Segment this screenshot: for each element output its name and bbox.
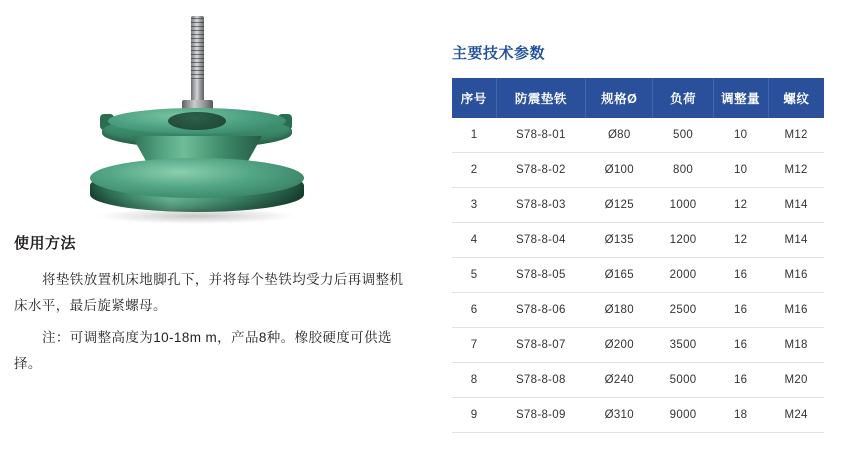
column-header-model: 防震垫铁: [496, 78, 585, 118]
cell-adjustment: 10: [713, 118, 768, 153]
usage-paragraph-2: 注：可调整高度为10-18m m，产品8种。橡胶硬度可供选择。: [14, 325, 414, 377]
table-row: [452, 328, 824, 363]
usage-title: 使用方法: [14, 232, 414, 253]
cell-diameter: Ø310: [586, 398, 653, 433]
cell-load: 800: [653, 153, 713, 188]
specification-table: [452, 78, 824, 465]
column-header-diameter: 规格Ø: [586, 78, 653, 118]
bolt-thread-icon: [191, 18, 204, 80]
cell-model: S78-8-04: [496, 223, 585, 258]
cell-diameter: Ø165: [586, 258, 653, 293]
table-row: [452, 293, 824, 328]
table-row: [452, 223, 824, 258]
table-row: [452, 153, 824, 188]
cell-diameter: Ø240: [586, 363, 653, 398]
cell-model: S78-8-03: [496, 188, 585, 223]
drop-shadow: [96, 208, 296, 224]
cell-load: 3500: [653, 328, 713, 363]
column-header-index: 序号: [452, 78, 496, 118]
cell-adjustment: 12: [713, 223, 768, 258]
cell-thread: M12: [768, 153, 824, 188]
cell-diameter: Ø135: [586, 223, 653, 258]
cell-load: 1000: [653, 188, 713, 223]
table-row: [452, 188, 824, 223]
cell-adjustment: 12: [713, 188, 768, 223]
cell-index: 4: [452, 223, 496, 258]
usage-instructions-block: [14, 232, 414, 383]
cell-model: S78-8-05: [496, 258, 585, 293]
cell-adjustment: 16: [713, 258, 768, 293]
cell-adjustment: 16: [713, 293, 768, 328]
cell-adjustment: 16: [713, 328, 768, 363]
cell-model: S78-8-01: [496, 118, 585, 153]
column-header-load: 负荷: [653, 78, 713, 118]
cell-index: 3: [452, 188, 496, 223]
cell-adjustment: 10: [713, 153, 768, 188]
column-header-adjustment: 调整量: [713, 78, 768, 118]
table-row: [452, 258, 824, 293]
spec-table-title: 主要技术参数: [452, 42, 545, 63]
table-row: [452, 363, 824, 398]
cell-adjustment: 18: [713, 398, 768, 433]
cell-diameter: Ø80: [586, 118, 653, 153]
cell-thread: M24: [768, 398, 824, 433]
cell-adjustment: 16: [713, 363, 768, 398]
cell-thread: M16: [768, 293, 824, 328]
table-row: [452, 118, 824, 153]
cell-index: 7: [452, 328, 496, 363]
column-header-thread: 螺纹: [768, 78, 824, 118]
table-footer-spacer-row: [452, 433, 824, 465]
table-row: [452, 398, 824, 433]
cell-model: S78-8-07: [496, 328, 585, 363]
cell-thread: M14: [768, 223, 824, 258]
cell-index: 8: [452, 363, 496, 398]
cell-thread: M14: [768, 188, 824, 223]
cell-load: 1200: [653, 223, 713, 258]
cell-load: 9000: [653, 398, 713, 433]
cell-diameter: Ø180: [586, 293, 653, 328]
cell-index: 9: [452, 398, 496, 433]
cell-model: S78-8-09: [496, 398, 585, 433]
cell-index: 2: [452, 153, 496, 188]
cell-diameter: Ø125: [586, 188, 653, 223]
cell-thread: M18: [768, 328, 824, 363]
cell-model: S78-8-02: [496, 153, 585, 188]
cell-load: 5000: [653, 363, 713, 398]
anti-vibration-pad-illustration: [40, 8, 370, 223]
cell-index: 1: [452, 118, 496, 153]
table-header-row: [452, 78, 824, 118]
cell-load: 500: [653, 118, 713, 153]
cell-load: 2000: [653, 258, 713, 293]
cell-thread: M20: [768, 363, 824, 398]
cell-index: 5: [452, 258, 496, 293]
cell-diameter: Ø100: [586, 153, 653, 188]
cell-thread: M12: [768, 118, 824, 153]
product-image-pane: [0, 0, 430, 422]
cell-diameter: Ø200: [586, 328, 653, 363]
base-disc-top-face: [90, 158, 304, 198]
cell-index: 6: [452, 293, 496, 328]
table-body: [452, 118, 824, 465]
usage-paragraph-1: 将垫铁放置机床地脚孔下，并将每个垫铁均受力后再调整机床水平，最后旋紧螺母。: [14, 267, 414, 319]
flange-hub: [168, 112, 226, 130]
cell-model: S78-8-08: [496, 363, 585, 398]
table-header: [452, 78, 824, 118]
cell-model: S78-8-06: [496, 293, 585, 328]
cell-thread: M16: [768, 258, 824, 293]
cell-load: 2500: [653, 293, 713, 328]
